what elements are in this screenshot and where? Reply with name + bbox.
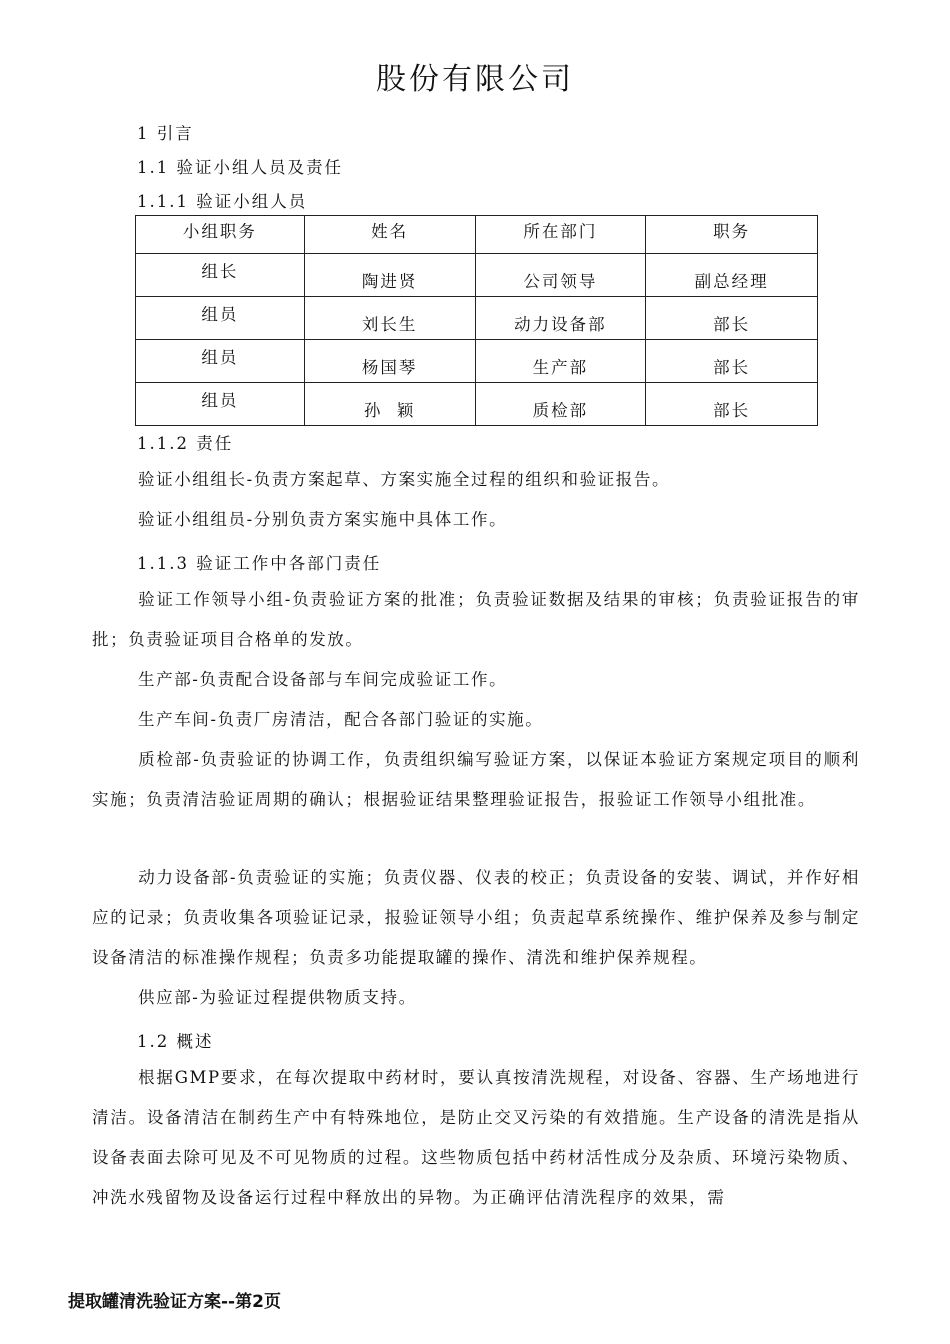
heading-1: 1 引言 (137, 124, 194, 143)
dept-leadership-text: 验证工作领导小组-负责验证方案的批准；负责验证数据及结果的审核；负责验证报告的审批；负责验证项目合格单的发放。 (92, 590, 860, 649)
cell-role: 组员 (136, 383, 305, 426)
table-row (136, 297, 818, 340)
paragraph-dept-workshop (92, 700, 860, 740)
paragraph-dept-supply (92, 978, 860, 1018)
paragraph-dept-leadership (92, 580, 860, 660)
dept-power-text: 动力设备部-负责验证的实施；负责仪器、仪表的校正；负责设备的安装、调试，并作好相应的记录；负责收集各项验证记录，报验证领导小组；负责起草系统操作、维护保养及参与制定设备清洁的标准操作规程；负责多功能提取罐的操作、清洗和维护保养规程。 (92, 868, 860, 967)
header-position: 职务 (646, 216, 818, 254)
page-footer: 提取罐清洗验证方案--第2页 (68, 1292, 281, 1312)
cell-name: 刘长生 (304, 297, 475, 340)
cell-department: 生产部 (475, 340, 646, 383)
heading-1-2: 1.2 概述 (137, 1032, 214, 1051)
cell-role: 组长 (136, 254, 305, 297)
cell-position: 部长 (646, 383, 818, 426)
heading-1-1-3: 1.1.3 验证工作中各部门责任 (137, 554, 382, 573)
cell-position: 部长 (646, 340, 818, 383)
cell-role: 组员 (136, 340, 305, 383)
paragraph-dept-qc (92, 740, 860, 820)
cell-position: 部长 (646, 297, 818, 340)
heading-1-1-2: 1.1.2 责任 (137, 434, 234, 453)
dept-supply-text: 供应部-为验证过程提供物质支持。 (138, 988, 417, 1007)
header-department: 所在部门 (475, 216, 646, 254)
resp-member-text: 验证小组组员-分别负责方案实施中具体工作。 (138, 510, 508, 529)
cell-name: 陶进贤 (304, 254, 475, 297)
cell-department: 动力设备部 (475, 297, 646, 340)
paragraph-resp-leader (92, 460, 860, 500)
heading-1-1: 1.1 验证小组人员及责任 (137, 158, 343, 177)
paragraph-dept-power (92, 858, 860, 978)
members-table (135, 215, 818, 426)
table-row (136, 340, 818, 383)
paragraph-overview (92, 1058, 860, 1218)
table-row (136, 383, 818, 426)
header-role: 小组职务 (136, 216, 305, 254)
resp-leader-text: 验证小组组长-负责方案起草、方案实施全过程的组织和验证报告。 (138, 470, 671, 489)
heading-1-1-1: 1.1.1 验证小组人员 (137, 192, 308, 211)
overview-text: 根据GMP要求，在每次提取中药材时，要认真按清洗规程，对设备、容器、生产场地进行清洁。设备清洁在制药生产中有特殊地位，是防止交叉污染的有效措施。生产设备的清洗是指从设备表面去除可见及不可见物质的过程。这些物质包括中药材活性成分及杂质、环境污染物质、冲洗水残留物及设备运行过程中释放出的异物。为正确评估清洗程序的效果，需 (92, 1068, 860, 1207)
cell-position: 副总经理 (646, 254, 818, 297)
cell-department: 质检部 (475, 383, 646, 426)
table-header-row (136, 216, 818, 254)
header-name: 姓名 (304, 216, 475, 254)
cell-department: 公司领导 (475, 254, 646, 297)
table-row (136, 254, 818, 297)
cell-name: 孙 颖 (304, 383, 475, 426)
cell-role: 组员 (136, 297, 305, 340)
dept-workshop-text: 生产车间-负责厂房清洁，配合各部门验证的实施。 (138, 710, 544, 729)
dept-production-text: 生产部-负责配合设备部与车间完成验证工作。 (138, 670, 508, 689)
paragraph-resp-member (92, 500, 860, 540)
cell-name: 杨国琴 (304, 340, 475, 383)
page-title: 股份有限公司 (376, 62, 574, 97)
paragraph-dept-production (92, 660, 860, 700)
dept-qc-text: 质检部-负责验证的协调工作，负责组织编写验证方案，以保证本验证方案规定项目的顺利实施；负责清洁验证周期的确认；根据验证结果整理验证报告，报验证工作领导小组批准。 (92, 750, 860, 809)
